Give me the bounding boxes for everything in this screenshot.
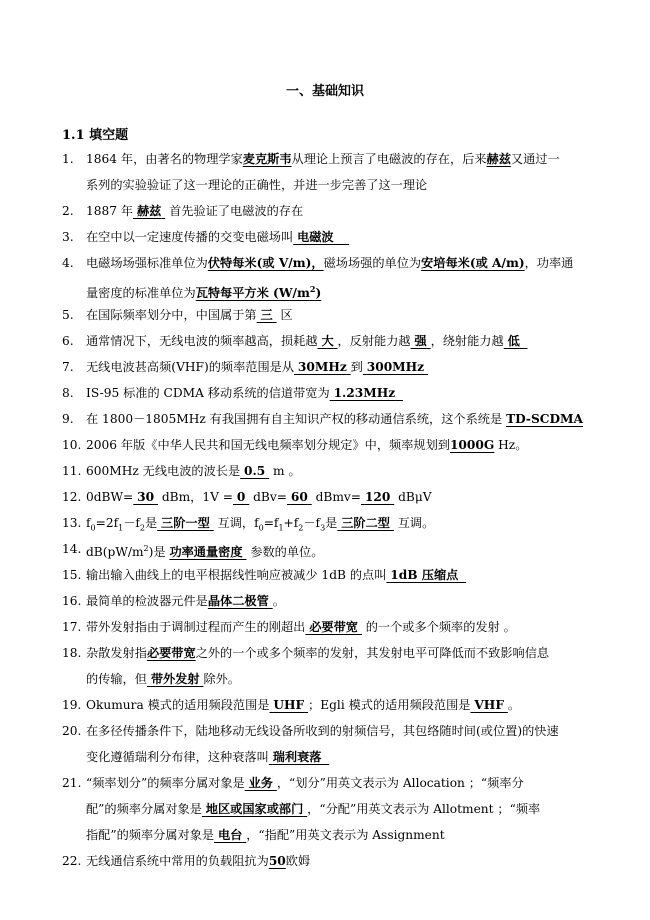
question-text-line: $f_0=2f_1-f_2$是 三阶一型 互调，$f_0=f_1+f_2-f_3$是 三阶二型 互调。 (86, 516, 435, 533)
answer: 1dB 压缩点 (390, 568, 459, 582)
question-text-line: “频率划分”的频率分属对象是 业务 ，“划分”用英文表示为 Allocation ；“频率分 (86, 776, 524, 790)
page-title: 一、基础知识 (285, 84, 364, 99)
question-text-line: 量密度的标准单位为瓦特每平方米 $(W/m^2)$ (86, 284, 322, 301)
question-number: 20. (62, 724, 82, 738)
question-text-line: 变化遵循瑞利分布律，这种衰落叫 瑞利衰落 (86, 750, 322, 764)
question-number: 22. (62, 854, 82, 868)
question-text-line: 无线电波甚高频(VHF)的频率范围是从 30MHz 到 300MHz (86, 360, 425, 374)
answer: 必要带宽 (146, 646, 196, 660)
answer: 电台 (217, 828, 243, 842)
question-text-line: 在 1800－1805MHz 有我国拥有自主知识产权的移动通信系统，这个系统是 TD-SCDMA (86, 412, 584, 426)
answer: 1.23MHz (333, 386, 396, 400)
question-text-line: 无线通信系统中常用的负载阻抗为50欧姆 (86, 854, 311, 868)
answer: 带外发射 (150, 672, 200, 686)
question-number: 13. (62, 516, 82, 530)
answer: 强 (414, 334, 427, 348)
answer: 三阶二型 (341, 516, 390, 530)
section-heading: 1.1 填空题 (62, 128, 129, 143)
answer: 低 (507, 334, 520, 348)
answer: TD-SCDMA (506, 412, 584, 426)
answer: 0 (236, 490, 246, 504)
question-number: 5. (62, 308, 74, 322)
question-number: 3. (62, 230, 74, 244)
answer: 赫兹 (136, 204, 162, 218)
question-text-line: 带外发射指由于调制过程而产生的刚超出 必要带宽 的一个或多个频率的发射 。 (86, 620, 516, 634)
answer: 50 (268, 854, 286, 868)
question-number: 12. (62, 490, 82, 504)
question-text-line: 的传输，但 带外发射 除外。 (86, 672, 240, 686)
question-text-line: Okumura 模式的适用频段范围是 UHF ；Egli 模式的适用频段范围是 VHF 。 (86, 698, 521, 712)
question-text-line: 2006 年版《中华人民共和国无线电频率划分规定》中，频率规划到1000G Hz。 (86, 438, 528, 452)
answer: 0.5 (244, 464, 266, 478)
question-text-line: 600MHz 无线电波的波长是 0.5 m 。 (86, 464, 301, 478)
answer: 必要带宽 (309, 620, 358, 634)
question-number: 18. (62, 646, 82, 660)
question-number: 11. (62, 464, 82, 478)
answer: 电磁波 (297, 230, 334, 244)
answer: 30MHz (297, 360, 347, 374)
answer: 大 (321, 334, 334, 348)
question-text-line: 在空中以一定速度传播的交变电磁场叫 电磁波 (86, 230, 334, 244)
question-text-line: 电磁场场强标准单位为伏特每米(或 V/m)，磁场场强的单位为安培每米(或 A/m)，功率通 (86, 256, 574, 270)
answer: 伏特每米(或 V/m)， (207, 256, 324, 270)
answer: 60 (290, 490, 308, 504)
answer: 瑞利衰落 (272, 750, 322, 764)
question-text-line: 通常情况下，无线电波的频率越高，损耗越 大 ，反射能力越 强 ，绕射能力越 低 (86, 334, 520, 348)
question-number: 21. (62, 776, 82, 790)
answer: 三 (260, 308, 273, 322)
answer: 麦克斯韦 (242, 152, 292, 166)
answer: 业务 (248, 776, 273, 790)
question-text-line: 在国际频率划分中，中国属于第 三 区 (86, 308, 293, 322)
question-number: 19. (62, 698, 82, 712)
question-number: 8. (62, 386, 74, 400)
question-number: 6. (62, 334, 74, 348)
question-text-line: 1864 年，由著名的物理学家麦克斯韦从理论上预言了电磁波的存在，后来赫兹又通过一 (86, 152, 560, 166)
question-number: 2. (62, 204, 74, 218)
answer: 瓦特每平方米 $(W/m^2)$ (195, 284, 322, 301)
question-text-line: 配”的频率分属对象是 地区或国家或部门 ，“分配”用英文表示为 Allotment ；“频率 (86, 802, 541, 816)
question-number: 15. (62, 568, 82, 582)
question-text-line: 指配”的频率分属对象是 电台 ，“指配”用英文表示为 Assignment (86, 828, 445, 842)
question-number: 10. (62, 438, 82, 452)
answer: 安培每米(或 A/m) (421, 256, 525, 270)
question-text-line: 最简单的检波器元件是晶体二极管 。 (86, 594, 285, 608)
answer: UHF (273, 698, 305, 712)
answer: 晶体二极管 (207, 594, 269, 608)
answer: 地区或国家或部门 (205, 802, 304, 816)
question-number: 17. (62, 620, 82, 634)
answer: 三阶一型 (161, 516, 210, 530)
answer: VHF (474, 698, 504, 712)
answer: 30 (137, 490, 155, 504)
question-text-line: $dB(pW/m^2)$是 功率通量密度 参数的单位。 (86, 544, 324, 560)
question-number: 16. (62, 594, 82, 608)
question-text-line: 0dBW= 30 dBm，1V = 0 dBv= 60 dBmv= 120 dBμV (86, 490, 432, 504)
question-text-line: 1887 年 赫兹 首先验证了电磁波的存在 (86, 204, 304, 218)
question-number: 4. (62, 256, 74, 270)
answer: 1000G (449, 438, 495, 452)
question-text-line: 在多径传播条件下，陆地移动无线设备所收到的射频信号，其包络随时间(或位置)的快速 (86, 724, 559, 738)
answer: 功率通量密度 (169, 545, 243, 560)
question-text-line: 输出输入曲线上的电平根据线性响应被减少 1dB 的点叫 1dB 压缩点 (86, 568, 459, 582)
question-number: 7. (62, 360, 74, 374)
answer: 赫兹 (486, 152, 511, 166)
question-number: 14. (62, 542, 82, 556)
question-text-line: 杂散发射指必要带宽之外的一个或多个频率的发射，其发射电平可降低而不致影响信息 (86, 646, 550, 660)
answer: 300MHz (366, 360, 425, 374)
answer: 120 (364, 490, 391, 504)
question-number: 9. (62, 412, 74, 426)
question-text-line: 系列的实验验证了这一理论的正确性，并进一步完善了这一理论 (86, 178, 428, 192)
question-number: 1. (62, 152, 74, 166)
question-text-line: IS-95 标准的 CDMA 移动系统的信道带宽为 1.23MHz (86, 386, 396, 400)
